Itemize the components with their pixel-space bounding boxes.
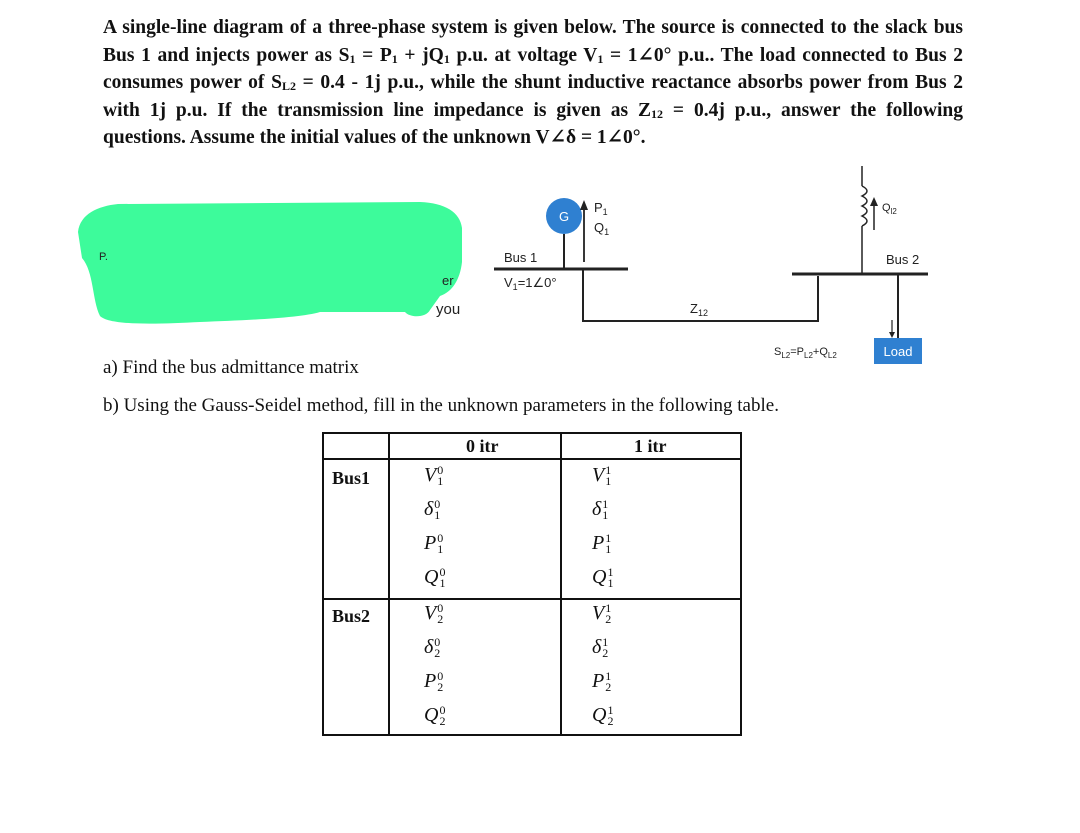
- table-cell: δ 0 2: [424, 635, 441, 661]
- table-cell: V 1 1: [592, 463, 612, 489]
- problem-text: + jQ: [397, 44, 444, 66]
- arrow-head: [870, 197, 878, 206]
- z12-label: $Z_{12}$: [690, 301, 708, 318]
- bus2-label: Bus 2: [886, 252, 920, 267]
- table-rule: [322, 458, 742, 460]
- table-cell: Q 0 1: [424, 565, 446, 591]
- iteration-table: [322, 432, 742, 736]
- question-b: b) Using the Gauss-Seidel method, fill in the unknown parameters in the following table.: [103, 395, 779, 416]
- p1-label: $P_1$: [594, 200, 608, 217]
- sl2-label: $S_{L2}=P_{L2}+Q_{L2}$: [774, 346, 837, 360]
- ql2-label: $Q_{l2}$: [882, 202, 897, 216]
- row-label-bus2: Bus2: [332, 606, 371, 626]
- table-cell: V 0 2: [424, 601, 444, 627]
- problem-text: = 0.4 - 1j p.u., while the shunt inductive reactance absorbs power from Bus 2 with 1j p.u. If the transmission line impedance is given as Z: [103, 72, 963, 121]
- column-header-1itr: 1 itr: [634, 436, 667, 456]
- arrow-head: [580, 200, 588, 210]
- table-cell: P 1 2: [592, 669, 612, 695]
- single-line-diagram: [0, 160, 1080, 380]
- overlay-fragment: er: [442, 273, 454, 288]
- table-rule: [322, 598, 742, 600]
- table-cell: V 1 2: [592, 601, 612, 627]
- column-header-0itr: 0 itr: [466, 436, 499, 456]
- subscript: 1: [391, 51, 398, 66]
- bus1-label: Bus 1: [504, 250, 538, 265]
- v1-label: $V_1=1\angle 0^\circ$: [504, 275, 557, 292]
- table-rule: [560, 432, 562, 736]
- subscript: L2: [281, 79, 296, 94]
- table-cell: V 0 1: [424, 463, 444, 489]
- table-border: [322, 734, 742, 736]
- table-border: [740, 432, 742, 736]
- table-cell: P 0 1: [424, 531, 444, 557]
- table-border: [322, 432, 742, 434]
- problem-text: = 0.4j p.u., answer the following questions. Assume the initial values of the unknown V∠δ = 1∠0°.: [103, 99, 963, 149]
- subscript: 1: [349, 51, 356, 66]
- generator-label: G: [558, 209, 570, 224]
- q1-label: $Q_1$: [594, 220, 610, 237]
- table-cell: δ 0 1: [424, 497, 441, 523]
- table-cell: Q 1 1: [592, 565, 614, 591]
- problem-text: = 1∠0° p.u.. The load connected to Bus 2 consumes power of S: [103, 44, 963, 94]
- overlay-fragment: P.: [99, 251, 108, 263]
- table-cell: P 0 2: [424, 669, 444, 695]
- problem-statement: [103, 14, 963, 152]
- subscript: 1: [597, 51, 604, 66]
- load-label: Load: [883, 344, 913, 359]
- row-label-bus1: Bus1: [332, 468, 371, 488]
- inductor-coil-icon: [862, 186, 867, 226]
- table-cell: Q 0 2: [424, 703, 446, 729]
- table-cell: P 1 1: [592, 531, 612, 557]
- table-rule: [388, 432, 390, 736]
- table-cell: Q 1 2: [592, 703, 614, 729]
- problem-text: p.u. at voltage V: [449, 44, 598, 66]
- subscript: 1: [443, 51, 450, 66]
- table-cell: δ 1 1: [592, 497, 609, 523]
- subscript: 12: [651, 106, 663, 121]
- question-a: a) Find the bus admittance matrix: [103, 357, 359, 378]
- green-overlay-shape: [78, 202, 462, 324]
- table-border: [322, 432, 324, 736]
- problem-text: A single-line diagram of a three-phase system is given below. The source is connected to the slack bus Bus 1 and injects power as S: [103, 17, 963, 66]
- arrow-head: [889, 332, 895, 338]
- overlay-fragment: you: [436, 301, 461, 318]
- problem-text: = P: [355, 44, 392, 66]
- table-cell: δ 1 2: [592, 635, 609, 661]
